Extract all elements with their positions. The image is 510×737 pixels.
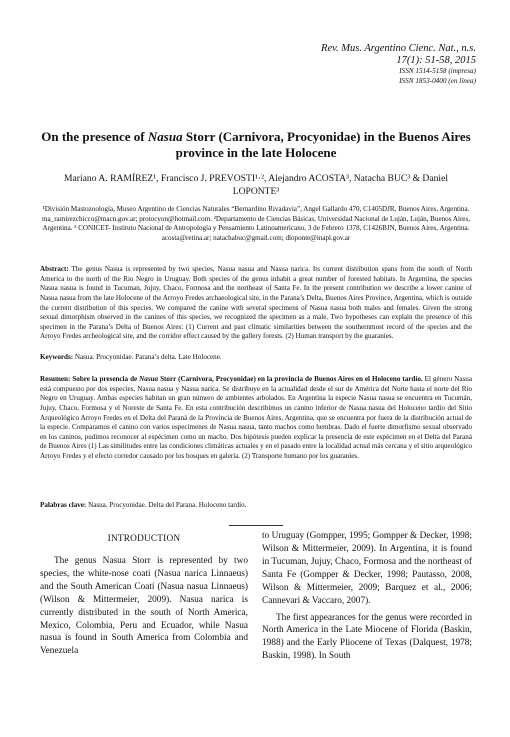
resumen-text: El género Nasua está compuesto por dos especies, Nasua nasua y Nasua narica. Se distribuye en la actualidad desde el sur de América del Norte hasta el norte del Rio Negro en Uruguay. Ambas especies habitan un gran número de ambientes arbolados. En Argentina la especie Nasua nasua se encuentra en Tucumán, Jujuy, Chaco, Formosa y el Noreste de Santa Fe. En esta contribución describimos un canino inferior de Nasua nasua del Holoceno tardío del Sitio Arqueológico Arroyo Fredes en el Delta del Paraná de la Provincia de Buenos Aires, Argentina, que se encuentra por fuera de la distribución actual de la especie. Comparamos el canino con varios especímenes de Nasua nasua, tanto machos como hembras. Dado el fuerte dimorfismo sexual observado en los caninos, pudimos reconocer al espécimen como un macho. Dos hipótesis pueden explicar la presencia de este espécimen en el Delta del Paraná de Buenos Aires (1) Las similitudes entre las condiciones climáticas actuales y en el pasado entre la localidad actual más cercana y el sitio arqueológico Arroyo Fredes y el efecto corredor causado por los bosques en galería. (2) Transporte humano por los guaraníes. <box>40 375 472 461</box>
intro-paragraph-1-continued: to Uruguay (Gompper, 1995; Gompper & Decker, 1998; Wilson & Mittermeier, 2009). In Argentina, it is found in Tucuman, Jujuy, Chaco, Formosa and the northeast of Santa Fe (Gompper & Decker, 1998; Pautasso, 2008, Wilson & Mittermeier, 2009; Barquez et al., 2006; Cannevari & Vaccaro, 2007). <box>262 531 472 606</box>
palabras-clave <box>40 501 472 511</box>
article-title <box>40 129 472 162</box>
keywords-label: Keywords: <box>40 353 74 361</box>
keywords <box>40 353 472 363</box>
abstract <box>40 265 472 342</box>
palabras-clave-label: Palabras clave: <box>40 501 87 509</box>
title-genus: Nasua <box>147 129 183 144</box>
issn-online: ISSN 1853-0400 (en línea) <box>399 76 476 85</box>
body-column-left <box>40 530 248 658</box>
resumen-title-part-1: Resumen: Sobre la presencia de <box>40 375 140 383</box>
resumen-title-genus: Nasua <box>139 375 159 383</box>
journal-volume: 17(1): 51-58, 2015 <box>396 55 476 67</box>
resumen-title-part-2: Storr (Carnivora, Procyonidae) en la provincia de Buenos Aires en el Holoceno tardío. <box>158 375 423 383</box>
abstract-label: Abstract: <box>40 265 69 273</box>
intro-paragraph-1: The genus Nasua Storr is represented by two species, the white-nose coati (Nasua narica Linnaeus) and the South American Coatí (Nasua nasua Linnaeus) (Wilson & Mittermeier, 2009). Nasua narica is currently distributed in the south of North America, Mexico, Colombia, Peru and Ecuador, while Nasua nasua is found in South America from Colombia and Venezuela <box>40 555 248 657</box>
resumen <box>40 375 472 462</box>
title-part-1: On the presence of <box>41 129 148 144</box>
keywords-text: Nasua. Procyonidae. Parana’s delta. Late Holocene. <box>74 353 222 361</box>
intro-paragraph-2: The first appearances for the genus were recorded in North America in the Late Miocene of Florida (Baskin, 1988) and the Early Pliocene of Texas (Dalquest, 1978; Baskin, 1998). In South <box>262 612 472 662</box>
section-divider <box>229 525 283 526</box>
body-column-right <box>262 530 472 663</box>
author-list: Mariano A. RAMÍREZ¹, Francisco J. PREVOSTI¹·², Alejandro ACOSTA³, Natacha BUC³ & Daniel LOPONTE³ <box>64 173 448 197</box>
abstract-text: The genus Nasua is represented by two species, Nasua nasua and Nasua narica. Its current distribution spans from the south of North America to the north of the Rio Negro in Uruguay. Both species of the genus inhabit a great number of forested habitats. In Argentina, the species Nasua nasua is found in Tucuman, Jujuy, Chaco, Formosa and the northeast of Santa Fe. In the present contribution we describe a lower canine of Nasua nasua from the late Holocene of the Arroyo Fredes archaeological site, in the Parana’s Delta, Buenos Aires Province, Argentina, which is outside the current distribution of this species. We compared the canine with several specimens of Nasua nasua both males and females. Given the strong sexual dimorphism observed in the canines of this species, we recognized the specimen as a male. Two hypotheses can explain the presence of this specimen in the Parana’s Delta of Buenos Aires: (1) Current and past climatic similarities between the southernmost record of the species and the Arroyo Fredes archeological site, and the corridor effect caused by the gallery forests. (2) Human transport by the guaranies. <box>40 265 472 341</box>
title-part-2: Storr (Carnivora, Procyonidae) in the Buenos Aires province in the late Holocene <box>175 129 471 161</box>
palabras-clave-text: Nasua. Procyonidae. Delta del Parana. Holoceno tardío. <box>88 501 247 509</box>
affiliations: ¹División Mastozoología, Museo Argentino de Ciencias Naturales “Bernardino Rivadavia”, Angel Gallardo 470, C1405DJR, Buenos Aires, Argentina. ma_ramirezchicco@macn.gov.ar; protocyon@hotmail.com. ²Departamento de Ciencias Básicas, Universidad Nacional de Luján, Luján, Buenos Aires, Argentina. ³ CONICET- Instituto Nacional de Antropología y Pensamiento Latinoamericano, 3 de Febrero 1378, C1426BJN, Buenos Aires, Argentina. acosta@retina.ar; natachabuc@gmail.com; dloponte@inapl.gov.ar <box>41 205 470 242</box>
journal-header <box>321 43 476 87</box>
issn-print: ISSN 1514-5158 (impresa) <box>399 67 476 76</box>
section-heading: INTRODUCTION <box>107 534 181 544</box>
resumen-title <box>40 375 423 383</box>
journal-name: Rev. Mus. Argentino Cienc. Nat., n.s. <box>321 43 476 54</box>
